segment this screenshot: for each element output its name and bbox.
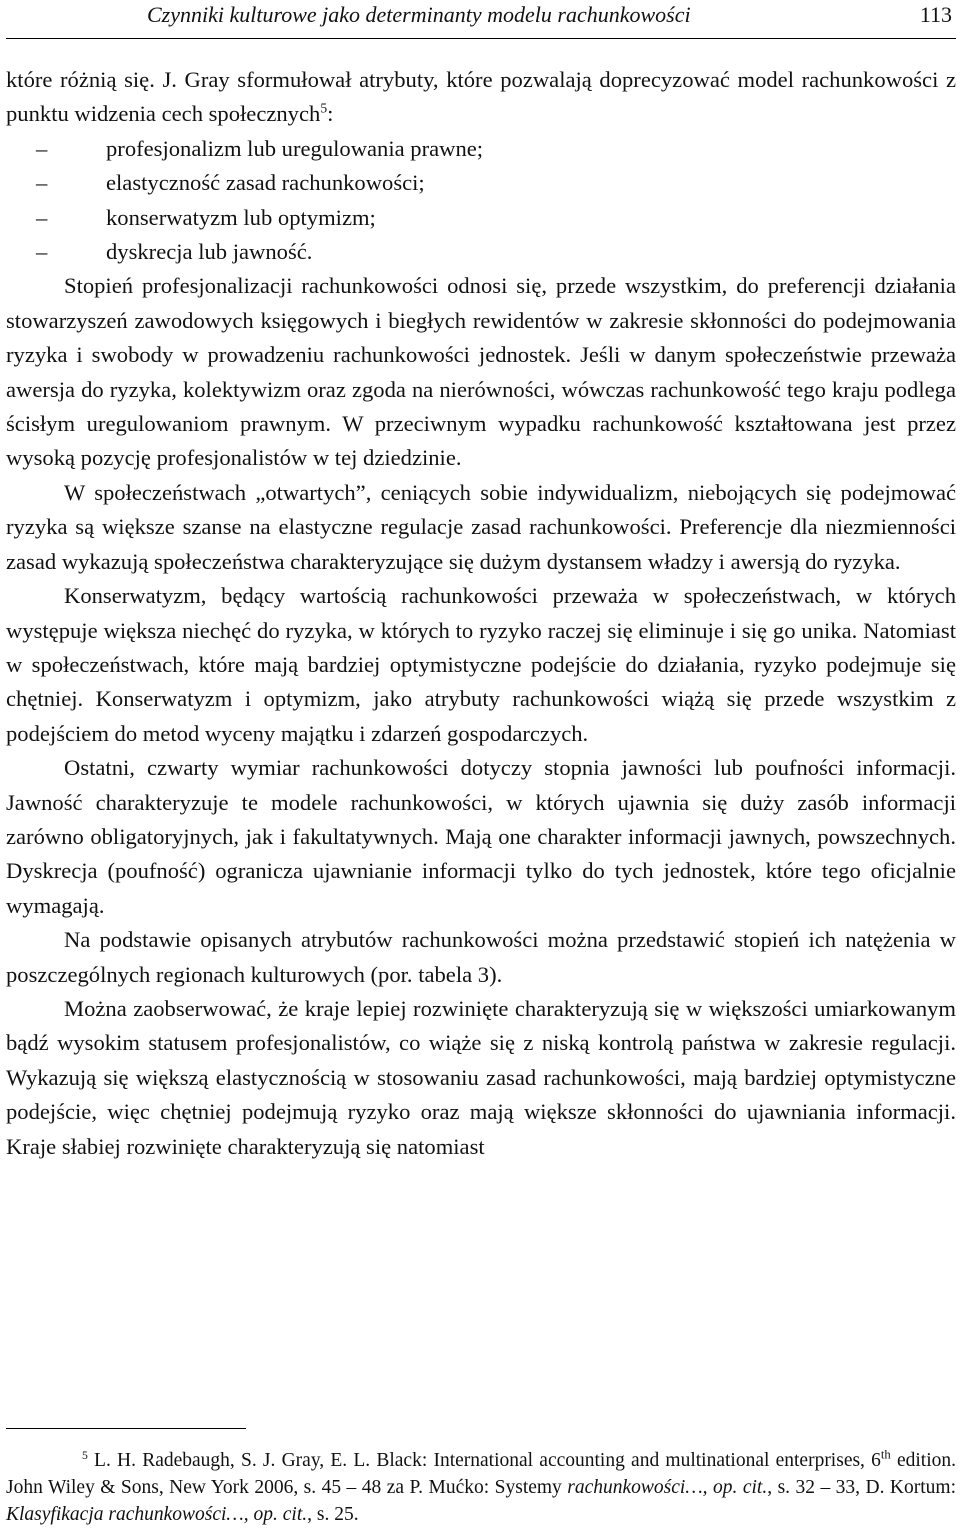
footnote: $^5$ L. H. Radebaugh, S. J. Gray, E. L. Black: International accounting and multinational enterprises, 6th edition. John Wiley & Sons, New York 2006, s. 45 – 48 za P. Mućko: Systemy rachunkowości…, op. cit., s. 32 – 33, D. Kortum: Klasyfikacja rachunkowości…, op. cit., s. 25. — [6, 1447, 957, 1525]
dash-bullet: – — [36, 135, 48, 161]
paragraph-secrecy: Ostatni, czwarty wymiar rachunkowości dotyczy stopnia jawności lub poufności informacji. Jawność charakteryzuje te modele rachunkowości, w których ujawnia się duży zasób informacji zarówno obligatoryjnych, jak i fakultatywnych. Mają one charakter informacji jawnych, powszechnych. Dyskrecja (poufność) ogranicza ujawnianie informacji tylko do tych jednostek, które tego oficjalnie wymagają. — [6, 755, 956, 918]
footnote-authors: L. H. Radebaugh, S. J. Gray, E. L. Black: — [94, 1450, 434, 1471]
footnote-separator — [6, 1428, 246, 1429]
dash-bullet: – — [36, 204, 48, 230]
paragraph-flexibility: W społeczeństwach „otwartych”, ceniących sobie indywidualizm, niebojących się podejmować ryzyka są większe szanse na elastyczne regulacje zasad rachunkowości. Preferencje dla niezmienności zasad wykazują społeczeństwa charakteryzujące się dużym dystansem władzy i awersją do ryzyka. — [6, 479, 956, 574]
attribute-list — [6, 132, 956, 270]
paragraph-developed-countries: Można zaobserwować, że kraje lepiej rozwinięte charakteryzują się w większości umiarkowanym bądź wysokim statusem profesjonalistów, co wiąże się z niską kontrolą państwa w zakresie regulacji. Wykazują się większą elastycznością w stosowaniu zasad rachunkowości, mają bardziej optymistyczne podejście, więc chętniej podejmują ryzyko oraz mają większe skłonności do ujawniania informacji. Kraje słabiej rozwinięte charakteryzują się natomiast — [6, 995, 956, 1159]
list-item-text: elastyczność zasad rachunkowości; — [106, 170, 425, 196]
page-number: 113 — [919, 2, 952, 27]
paragraph-table-reference: Na podstawie opisanych atrybutów rachunkowości można przedstawić stopień ich natężenia w poszczególnych regionach kulturowych (por. tabela 3). — [6, 927, 956, 987]
paragraph-professionalism: Stopień profesjonalizacji rachunkowości odnosi się, przede wszystkim, do preferencji działania stowarzyszeń zawodowych księgowych i biegłych rewidentów w zakresie skłonności do podejmowania ryzyka i swobody w prowadzeniu rachunkowości jednostek. Jeśli w danym społeczeństwie przeważa awersja do ryzyka, kolektywizm oraz zgoda na nierówności, wówczas rachunkowość tego kraju podlega ścisłym uregulowaniom prawnym. W przeciwnym wypadku rachunkowość kształtowana jest przez wysoką pozycję profesjonalistów w tej dziedzinie. — [6, 273, 956, 471]
intro-colon: : — [327, 101, 334, 127]
footnote-italic-reference: rachunkowości…, op. cit. — [567, 1477, 768, 1498]
paragraph-conservatism: Konserwatyzm, będący wartością rachunkowości przeważa w społeczeństwach, w których występuje większa niechęć do ryzyka, w których to ryzyko raczej się eliminuje i się go unika. Natomiast w społeczeństwach, które mają bardziej optymistyczne podejście do działania, ryzyko podejmuje się chętniej. Konserwatyzm i optymizm, jako atrybuty rachunkowości wiążą się przede wszystkim z podejściem do metod wyceny majątku i zdarzeń gospodarczych. — [6, 583, 956, 746]
dash-bullet: – — [36, 239, 48, 265]
list-item-text: profesjonalizm lub uregulowania prawne; — [106, 135, 484, 161]
footnote-title: International accounting and multinational enterprises, 6 — [433, 1450, 881, 1471]
list-item-text: konserwatyzm lub optymizm; — [106, 204, 376, 230]
list-item — [6, 201, 956, 235]
intro-paragraph — [6, 63, 956, 132]
page-header — [6, 0, 956, 39]
footnote-pages: , s. 32 – 33, D. Kortum: — [767, 1477, 957, 1498]
footnote-italic-title: Klasyfikacja rachunkowości…, op. cit. — [6, 1504, 308, 1525]
footnote-end: , s. 25. — [307, 1504, 359, 1525]
dash-bullet: – — [36, 170, 48, 196]
intro-text: które różnią się. J. Gray sformułował atrybuty, które pozwalają doprecyzować model rachunkowości z punktu widzenia cech społecznych — [6, 67, 956, 127]
list-item — [6, 166, 956, 200]
running-title: Czynniki kulturowe jako determinanty modelu rachunkowości — [147, 2, 691, 27]
list-item-text: dyskrecja lub jawność. — [106, 239, 313, 265]
list-item — [6, 235, 956, 269]
body-text — [6, 63, 956, 1164]
footnote-ordinal: th — [880, 1447, 891, 1462]
footnote-reference[interactable]: 5 — [320, 100, 328, 116]
footnote-edition: edition. John Wiley & Sons, New York 2006, s. 45 – 48 za P. Mućko: Systemy — [6, 1450, 956, 1498]
list-item — [6, 132, 956, 166]
